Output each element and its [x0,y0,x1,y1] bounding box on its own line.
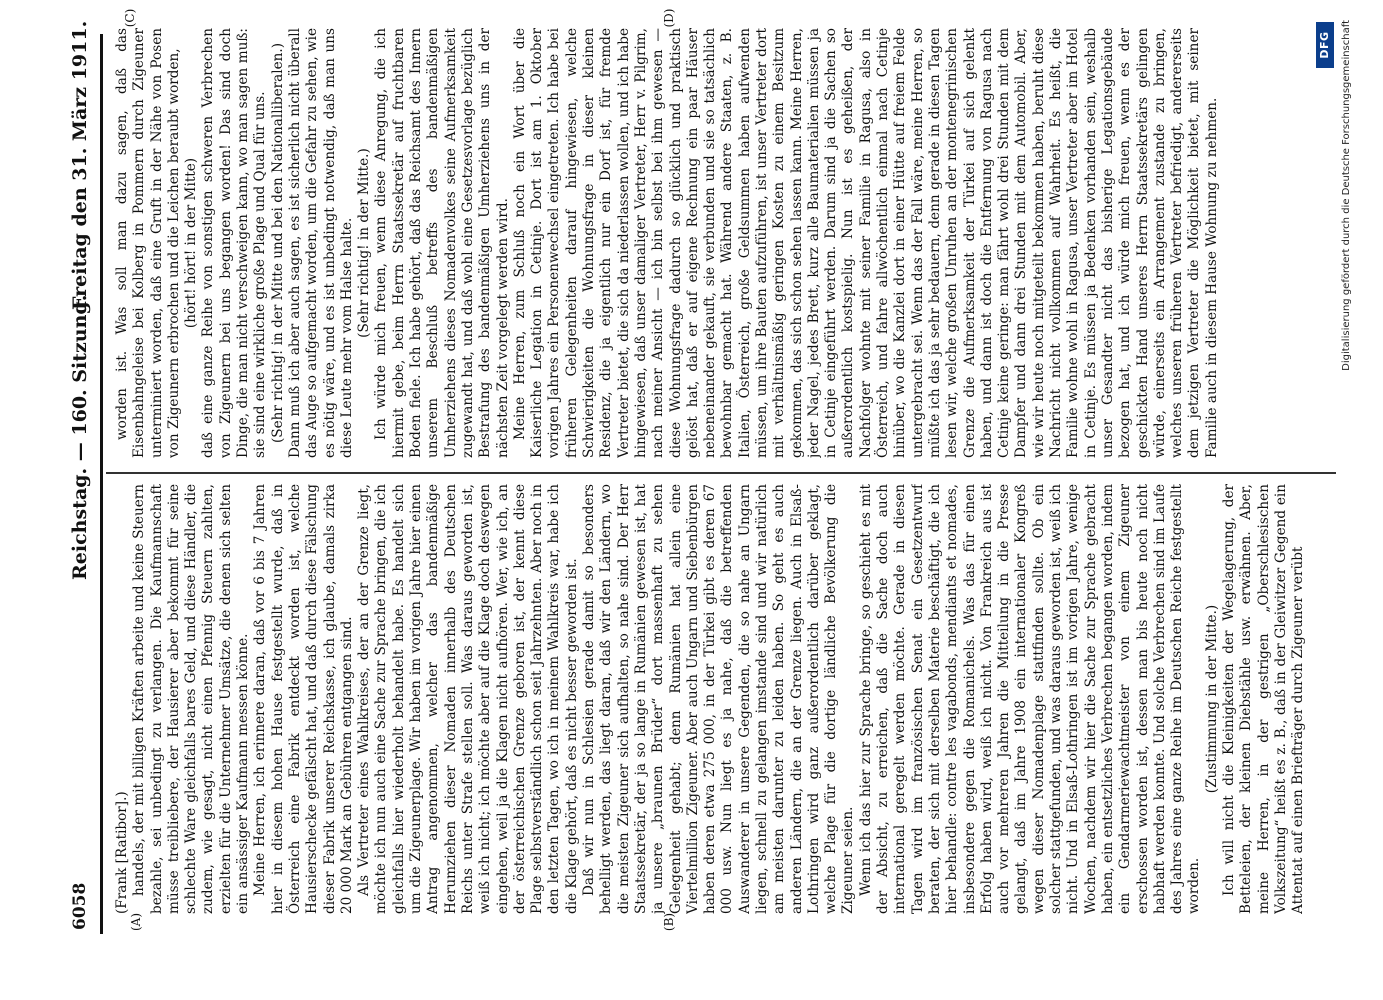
paragraph: Meine Herren, zum Schluß noch ein Wort über die Kaiserliche Legation in Cetinje. Dort ist am 1. Oktober vorigen Jahres ein Personenwechsel eingetreten. Ich habe bei früheren Gelegenheiten darauf hingewiesen, welche Schwierigkeiten die Wohnungsfrage in dieser kleinen Residenz, die ja eigentlich nur ein Dorf ist, für fremde Vertreter bietet, die sich da niederlassen wollen, und ich habe hingewiesen, daß unser damaliger Vertreter, Herr v. Pilgrim, nach meiner Ansicht — ich bin selbst bei ihm gewesen — diese Wohnungsfrage dadurch so glücklich und praktisch gelöst hat, daß er auf eigene Rechnung ein paar Häuser nebeneinander gekauft, sie verbunden und sie so tatsächlich bewohnbar gemacht hat. Während andere Staaten, z. B. Italien, Österreich, große Geldsummen haben aufwenden müssen, um ihre Bauten aufzuführen, ist unser Vertreter dort mit verhältnismäßig geringen Kosten zu einem Besitzum gekommen, das sich schon sehen lassen kann. Meine Herren, jeder Nagel, jedes Brett, kurz alle Baumaterialien müssen ja in Cetinje eingeführt werden. Darum sind ja die Sachen so außerordentlich kostspielig. Nun ist es geheißen, der Nachfolger wohnte mit seiner Familie in Ragusa, also in Österreich, und fahre allwöchentlich einmal nach Cetinje hinüber, wo die Kanzlei dort in einer Hütte auf freiem Felde untergebracht sei. Wenn das der Fall wäre, meine Herren, so müßte ich das ja sehr bedauern, denn gerade in diesen Tagen lesen wir, welche großen Unruhen an der montenegrinischen Grenze die Aufmerksamkeit der Türkei auf sich gelenkt haben, und dann ist doch die Entfernung von Ragusa nach Cetinje keine geringe: man fährt wohl drei Stunden mit dem Dampfer und dann drei Stunden mit dem Automobil. Aber, wie wir heute noch mitgeteilt bekommen haben, beruht diese Nachricht nicht vollkommen auf Wahrheit. Es heißt, die Familie wohne wohl in Ragusa, unser Vertreter aber im Hotel in Cetinje. Es müssen ja Bedenken vorhanden sein, weshalb unser Gesandter nicht das bisherige Legationsgebäude bezogen hat, und ich würde mich freuen, wenn es der geschickten Hand unseres Herrn Staatssekretärs gelingen würde, einerseits ein Arrangement zustande zu bringen, welches unseren früheren Vertreter befriedigt, andererseits dem jetzigen Vertreter die Möglichkeit bietet, mit seiner Familie auch in diesem Hause Wohnung zu nehmen. [511,28,1220,458]
paragraph: (hört! hört! in der Mitte) [183,157,200,329]
paragraph: (Sehr richtig! in der Mitte.) [356,148,373,338]
header-rule [100,34,103,934]
paragraph: (Zustimmung in der Mitte.) [1203,604,1220,794]
right-text-column [114,28,1329,458]
paragraph: Ich will nicht die Kleinigkeiten der Wegelagerung, der Betteleien, der kleinen Diebstähle usw. erwähnen. Aber, meine Herren, in der gestrigen „Oberschlesischen Volkszeitung“ heißt es z. B., daß in der Gleiwitzer Gegend ein Attentat auf einen Briefträger durch Zigeuner verübt [1221,484,1307,914]
paragraph: worden ist. Was soll man dazu sagen, daß das Eisenbahngeleise bei Kolberg in Pommern durch Zigeuner unterminiert worden, daß eine Gruft in der Nähe von Posen von Zigeunern erbrochen und die Leichen beraubt worden, [114,28,182,458]
margin-mark-a: (A) [129,912,143,932]
margin-mark-c: (C) [123,8,137,28]
page-number: 6058 [70,882,90,930]
paragraph: Wenn ich das hier zur Sprache bringe, so geschieht es mit der Absicht, zu erreichen, daß die Sache doch auch international geregelt werden möchte. Gerade in diesen Tagen wird im französischen Senat ein Gesetzentwurf beraten, der sich mit derselben Materie beschäftigt, die ich hier behandle: contre les vagabonds, mendiants et nomades, insbesondere gegen die Romanichels. Was das für einen Erfolg haben wird, weiß ich nicht. Von Frankreich aus ist auch vor mehreren Jahren die Mitteilung in die Presse gelangt, daß im Jahre 1908 ein internationaler Kongreß wegen dieser Nomadenplage stattfinden sollte. Ob ein solcher stattgefunden, und was daraus geworden ist, weiß ich nicht. Und in Elsaß-Lothringen ist im vorigen Jahre, wenige Wochen, nachdem wir hier die Sache zur Sprache gebracht haben, ein entsetzliches Verbrechen begangen worden, indem ein Gendarmeriewachtmeister von einem Zigeuner erschossen worden ist, dessen man bis heute noch nicht habhaft werden konnte. Und solche Verbrechen sind im Laufe des Jahres eine ganze Reihe im Deutschen Reiche festgestellt worden. [857,484,1203,914]
paragraph: Daß wir nun in Schlesien gerade damit so besonders behelligt werden, das liegt daran, daß wir den Ländern, wo die meisten Zigeuner sich aufhalten, so nahe sind. Der Herr Staatssekretär, der ja so lange in Rumänien gewesen ist, hat ja unsere „braunen Brüder“ dort massenhaft zu sehen Gelegenheit gehabt; denn Rumänien hat allein eine Viertelmillion Zigeuner. Aber auch Ungarn und Siebenbürgen haben deren etwa 275 000, in der Türkei gibt es deren 67 000 usw. Nun liegt es ja nahe, daß die betreffenden Auswanderer in unsere Gegenden, die so nahe an Ungarn liegen, schnell zu gelangen imstande sind und wir natürlich am meisten darunter zu leiden haben. So geht es auch anderen Ländern, die an der Grenze liegen. Auch in Elsaß-Lothringen wird ganz außerordentlich darüber geklagt, welche Plage für die dortige ländliche Bevölkerung die Zigeuner seien. [581,484,857,914]
paragraph: (Sehr richtig! in der Mitte und bei den Nationalliberalen.) [269,42,286,444]
left-text-column [114,484,1329,914]
paragraph: daß eine ganze Reihe von sonstigen schweren Verbrechen von Zigeunern bei uns begangen worden! Das sind doch Dinge, die man nicht verschweigen kann, wo man sagen muß: sie sind eine wirkliche große Plage und Qual für uns. [200,28,269,458]
paragraph: Ich würde mich freuen, wenn diese Anregung, die ich hiermit gebe, beim Herrn Staatssekretär auf fruchtbaren Boden fiele. Ich habe gehört, daß das Reichsamt des Innern unserem Beschluß betreffs des bandenmäßigen Umherziehens dieses Nomadenvolkes seine Aufmerksamkeit zugewandt hat, und daß wohl eine Gesetzesvorlage bezüglich Bestrafung des bandenmäßigen Umherziehens uns in der nächsten Zeit vorgelegt werden wird. [373,28,511,458]
margin-mark-d: (D) [662,8,676,28]
session-date: Freitag den 31. März 1911. [69,20,91,310]
column-divider [106,472,1336,474]
paragraph: Meine Herren, ich erinnere daran, daß vor 6 bis 7 Jahren hier in diesem hohen Hause festgestellt wurde, daß in Österreich eine Fabrik entdeckt worden ist, welche Hausierschecke gefälscht hat, und daß durch diese Fälschung dieser Fabrik unserer Reichskasse, ich glaube, damals zirka 20 000 Mark an Gebühren entgangen sind. [252,484,355,914]
margin-mark-b: (B) [662,912,676,932]
paragraph: Dann muß ich aber auch sagen, es ist sicherlich nicht überall das Auge so aufgemacht worden, um die Gefahr zu sehen, wie es nötig wäre, und es ist unbedingt notwendig, daß man uns diese Leute mehr vom Halse halte. [286,28,355,458]
dfg-logo: DFG [1316,22,1334,68]
digitization-credit: Digitalisierung gefördert durch die Deutsche Forschungsgemeinschaft [1341,20,1352,371]
session-title: Reichstag. — 160. Sitzung. [69,294,91,580]
paragraph: (Frank [Ratibor].) [114,791,130,914]
paragraph: Als Vertreter eines Wahlkreises, der an der Grenze liegt, möchte ich nun auch eine Sache zur Sprache bringen, die ich gleichfalls hier wiederholt behandelt habe. Es handelt sich um die Zigeunerplage. Wir haben im vorigen Jahre hier einen Antrag angenommen, welcher das bandenmäßige Herumziehen dieser Nomaden innerhalb des Deutschen Reichs unter Strafe stellen soll. Was daraus geworden ist, weiß ich nicht; ich möchte aber auf die Klage doch deswegen eingehen, weil ja die Klagen nicht aufhören. Wer, wie ich, an der österreichischen Grenze geboren ist, der kennt diese Plage selbstverständlich schon seit Jahrzehnten. Aber noch in den letzten Tagen, wo ich in meinem Wahlkreis war, habe ich die Klage gehört, daß es nicht besser geworden ist. [356,484,580,914]
paragraph: handels, der mit billigen Kräften arbeite und keine Steuern bezahle, sei unbedingt zu verlangen. Die Kaufmannschaft müsse treibliebere, der Hausierer aber bekommt für seine schlechte Ware gleichfalls bares Geld, und diese Händler, die zudem, wie gesagt, nicht einen Pfennig Steuern zahlten, erzielten für die Unternehmer Umsätze, die denen sich selten ein ansässiger Kaufmann messen könne. [131,484,252,914]
